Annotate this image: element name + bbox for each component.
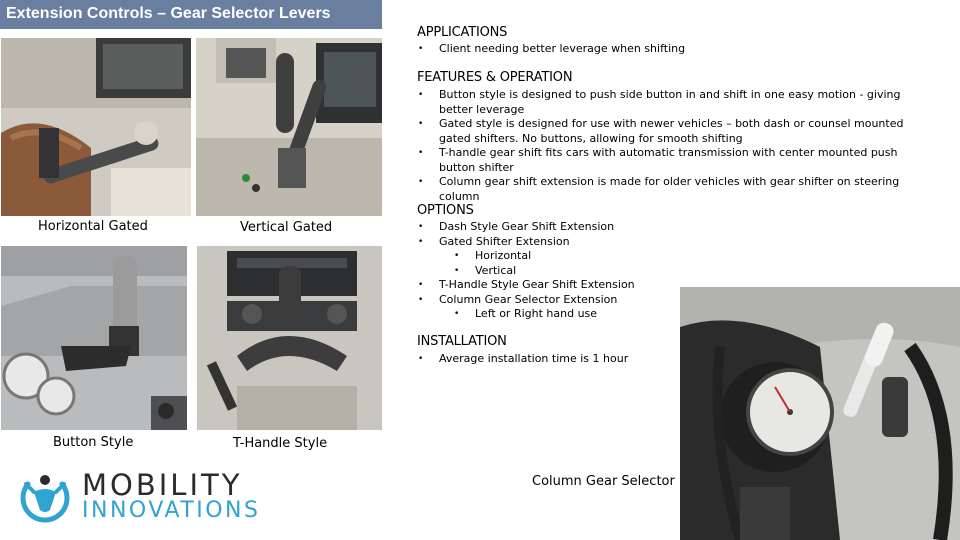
features-list bbox=[417, 88, 927, 204]
caption-horizontal-gated: Horizontal Gated bbox=[38, 219, 148, 234]
installation-heading: INSTALLATION bbox=[417, 334, 507, 349]
list-item: • Column Gear Selector Extension bbox=[417, 293, 677, 308]
installation-list bbox=[417, 352, 677, 367]
options-heading: OPTIONS bbox=[417, 203, 474, 218]
caption-column-gear-selector: Column Gear Selector bbox=[532, 474, 675, 489]
list-item: • Client needing better leverage when shifting bbox=[417, 42, 917, 57]
list-item: • T-handle gear shift fits cars with automatic transmission with center mounted push button shifter bbox=[417, 146, 927, 175]
logo-person-icon bbox=[20, 470, 70, 524]
list-item: • Average installation time is 1 hour bbox=[417, 352, 677, 367]
photo-button-style bbox=[1, 246, 187, 430]
options-list bbox=[417, 220, 677, 322]
title-bar bbox=[0, 0, 382, 29]
logo-word-mobility: MOBILITY bbox=[82, 468, 243, 502]
photo-vertical-gated bbox=[196, 38, 382, 216]
caption-t-handle-style: T-Handle Style bbox=[233, 436, 328, 451]
list-item: • Gated style is designed for use with newer vehicles – both dash or counsel mounted gated shifters. No buttons, allowing for smooth shifting bbox=[417, 117, 927, 146]
features-heading: FEATURES & OPERATION bbox=[417, 70, 573, 85]
list-item: • T-Handle Style Gear Shift Extension bbox=[417, 278, 677, 293]
list-item: • Dash Style Gear Shift Extension bbox=[417, 220, 677, 235]
list-item: • Left or Right hand use bbox=[417, 307, 677, 322]
caption-vertical-gated: Vertical Gated bbox=[240, 220, 333, 235]
applications-list bbox=[417, 42, 917, 57]
photo-column-gear-selector bbox=[680, 287, 960, 540]
list-item: • Button style is designed to push side button in and shift in one easy motion - giving better leverage bbox=[417, 88, 927, 117]
list-item: • Horizontal bbox=[417, 249, 677, 264]
applications-heading: APPLICATIONS bbox=[417, 25, 508, 40]
photo-horizontal-gated bbox=[1, 38, 191, 216]
list-item: • Column gear shift extension is made for older vehicles with gear shifter on steering column bbox=[417, 175, 927, 204]
logo-word-innovations: INNOVATIONS bbox=[82, 498, 261, 523]
list-item: • Gated Shifter Extension bbox=[417, 235, 677, 250]
caption-button-style: Button Style bbox=[53, 435, 134, 450]
page-title: Extension Controls – Gear Selector Levers bbox=[6, 5, 331, 22]
photo-t-handle-style bbox=[197, 246, 382, 430]
mobility-innovations-logo bbox=[20, 468, 260, 524]
list-item: • Vertical bbox=[417, 264, 677, 279]
